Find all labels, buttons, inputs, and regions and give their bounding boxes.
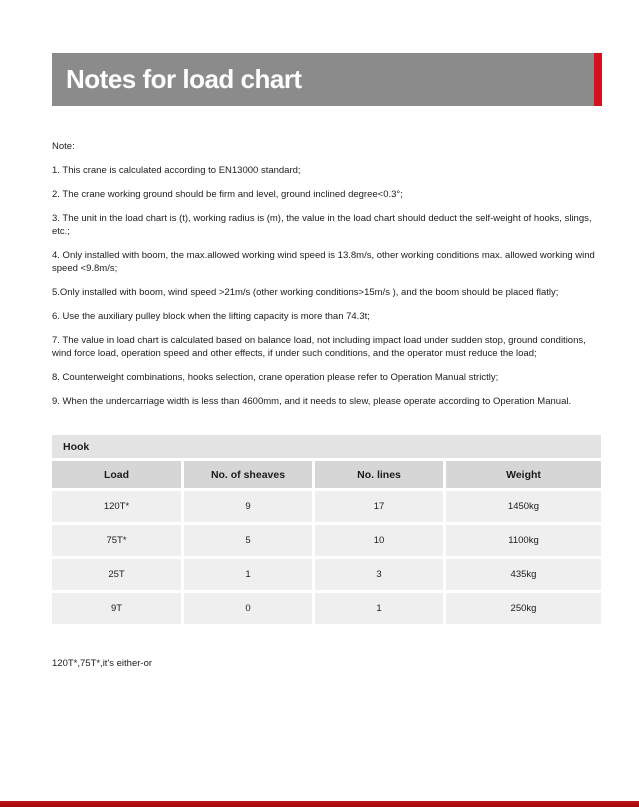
table-cell: 250kg — [446, 593, 601, 624]
table-cell: 120T* — [52, 491, 181, 522]
note-item-2: 2. The crane working ground should be firm and level, ground inclined degree<0.3°; — [52, 189, 403, 200]
table-cell: 1100kg — [446, 525, 601, 556]
note-item-4: 4. Only installed with boom, the max.allowed working wind speed is 13.8m/s, other working conditions max. allowed working wind speed <9.8m/s; — [52, 250, 595, 274]
note-item-5: 5.Only installed with boom, wind speed >21m/s (other working conditions>15m/s ), and the boom should be placed flatly; — [52, 287, 559, 298]
table-cell: 435kg — [446, 559, 601, 590]
table-cell: 17 — [315, 491, 443, 522]
table-title: Hook — [52, 435, 601, 458]
note-item-8: 8. Counterweight combinations, hooks selection, crane operation please refer to Operation Manual strictly; — [52, 372, 499, 383]
note-item-1: 1. This crane is calculated according to EN13000 standard; — [52, 165, 301, 176]
table-cell: 5 — [184, 525, 312, 556]
table-cell: 3 — [315, 559, 443, 590]
table-cell: 0 — [184, 593, 312, 624]
table-header-cell: Weight — [446, 461, 601, 488]
note-item-7: 7. The value in load chart is calculated based on balance load, not including impact load under sudden stop, ground conditions, wind force load, operation speed and other effects, if under such conditions, and the operator must reduce the load; — [52, 335, 586, 359]
note-item-9: 9. When the undercarriage width is less than 4600mm, and it needs to slew, please operate according to Operation Manual. — [52, 396, 572, 407]
table-cell: 1 — [184, 559, 312, 590]
table-header-cell: No. lines — [315, 461, 443, 488]
notes-section — [52, 140, 602, 419]
table-cell: 9 — [184, 491, 312, 522]
hook-table — [52, 435, 601, 624]
table-cell: 10 — [315, 525, 443, 556]
table-cell: 25T — [52, 559, 181, 590]
note-item-3: 3. The unit in the load chart is (t), working radius is (m), the value in the load chart should deduct the self-weight of hooks, slings, etc.; — [52, 213, 592, 237]
footnote: 120T*,75T*,it's either-or — [52, 658, 153, 669]
page-title: Notes for load chart — [66, 64, 302, 94]
table-cell: 75T* — [52, 525, 181, 556]
notes-list — [52, 164, 602, 408]
table-cell: 9T — [52, 593, 181, 624]
notes-label: Note: — [52, 141, 75, 152]
section-title-banner — [52, 53, 602, 106]
table-header-cell: No. of sheaves — [184, 461, 312, 488]
red-accent-mark — [594, 53, 602, 106]
note-item-6: 6. Use the auxiliary pulley block when the lifting capacity is more than 74.3t; — [52, 311, 370, 322]
bottom-red-bar — [0, 801, 639, 807]
table-header-cell: Load — [52, 461, 181, 488]
table-cell: 1450kg — [446, 491, 601, 522]
table-cell: 1 — [315, 593, 443, 624]
